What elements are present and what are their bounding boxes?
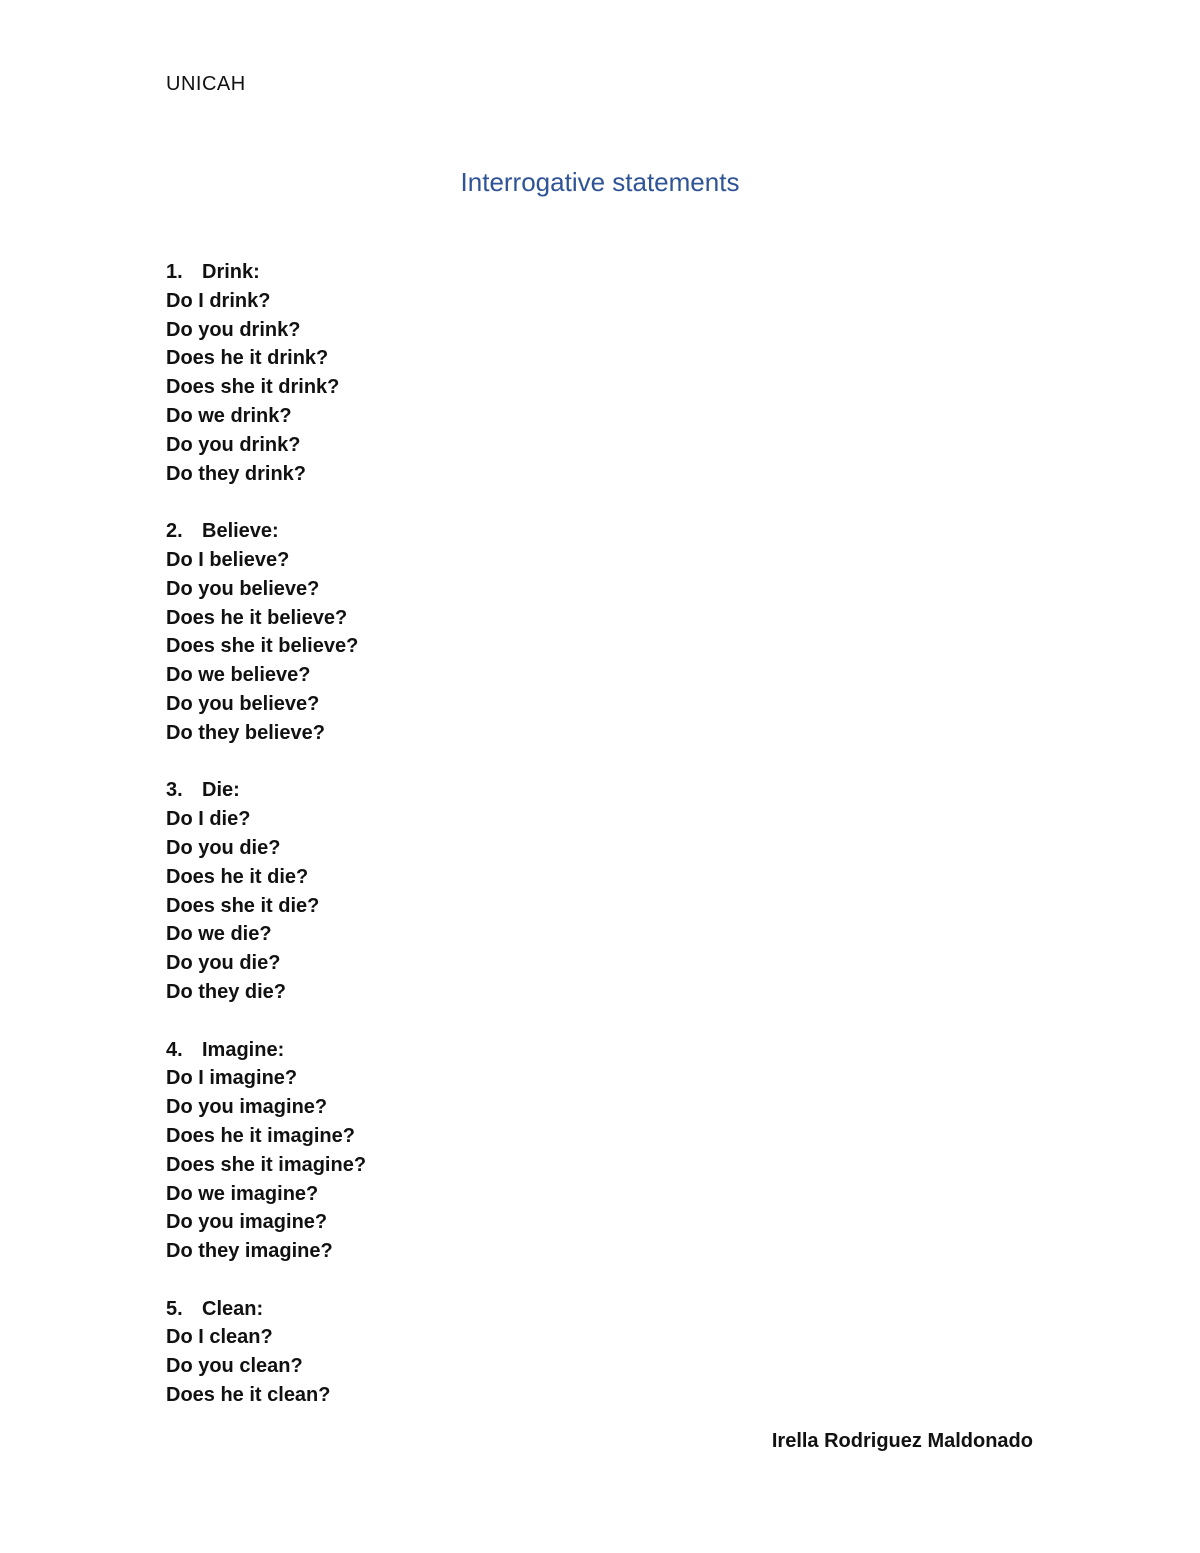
sentence: Do they die?: [166, 980, 287, 1003]
sentence: Do we drink?: [166, 404, 292, 427]
sentence: Do you clean?: [166, 1355, 303, 1378]
sentence: Do we die?: [166, 923, 272, 946]
section: [166, 517, 666, 747]
organization-header: UNICAH: [166, 73, 246, 95]
section-number: 1.: [166, 261, 183, 283]
sentence: Does she it die?: [166, 894, 320, 917]
sentence: Do you drink?: [166, 433, 301, 456]
section: [166, 1036, 666, 1266]
section-title: Clean:: [202, 1297, 264, 1320]
sentence: Do I clean?: [166, 1326, 273, 1349]
sentence: Does he it believe?: [166, 606, 348, 629]
section-number: 3.: [166, 779, 183, 802]
section-heading: [166, 1295, 666, 1324]
section-title: Drink:: [202, 261, 260, 283]
section: [166, 258, 666, 488]
sentence: Do you believe?: [166, 577, 320, 600]
sentence: Do I drink?: [166, 289, 271, 312]
section-number: 5.: [166, 1297, 183, 1320]
sentence: Do they believe?: [166, 721, 325, 744]
sentence: Do they imagine?: [166, 1240, 333, 1263]
sentence: Does she it believe?: [166, 635, 359, 658]
section: [166, 776, 666, 1006]
sentence: Do I die?: [166, 808, 251, 831]
section-title: Believe:: [202, 520, 279, 543]
sentence: Do we imagine?: [166, 1182, 319, 1205]
sentence: Does she it imagine?: [166, 1153, 367, 1176]
section-number: 2.: [166, 520, 183, 543]
sentence: Do you die?: [166, 836, 281, 859]
section-heading: [166, 1036, 666, 1065]
section-heading: [166, 776, 666, 805]
sentence: Do you believe?: [166, 692, 320, 715]
sentence: Do we believe?: [166, 664, 311, 687]
sentence: Do you imagine?: [166, 1211, 328, 1234]
sentence: Do you imagine?: [166, 1096, 328, 1119]
sentence: Does he it die?: [166, 865, 309, 888]
sentence: Do I imagine?: [166, 1067, 298, 1090]
sentence: Do they drink?: [166, 462, 307, 485]
sentence: Do I believe?: [166, 548, 290, 571]
sentence: Does he it clean?: [166, 1384, 331, 1407]
document-title: Interrogative statements: [460, 167, 740, 197]
sentence: Does he it imagine?: [166, 1124, 355, 1147]
section-title: Imagine:: [202, 1038, 285, 1061]
document-body: [166, 258, 666, 1439]
section-number: 4.: [166, 1038, 183, 1061]
section-heading: [166, 517, 666, 546]
section: [166, 1295, 666, 1410]
sentence: Does he it drink?: [166, 347, 329, 370]
author-name: Irella Rodriguez Maldonado: [771, 1430, 1033, 1452]
section-heading: [166, 258, 666, 287]
sentence: Do you die?: [166, 952, 281, 975]
sentence: Do you drink?: [166, 318, 301, 341]
sentence: Does she it drink?: [166, 376, 340, 399]
section-title: Die:: [202, 779, 240, 802]
